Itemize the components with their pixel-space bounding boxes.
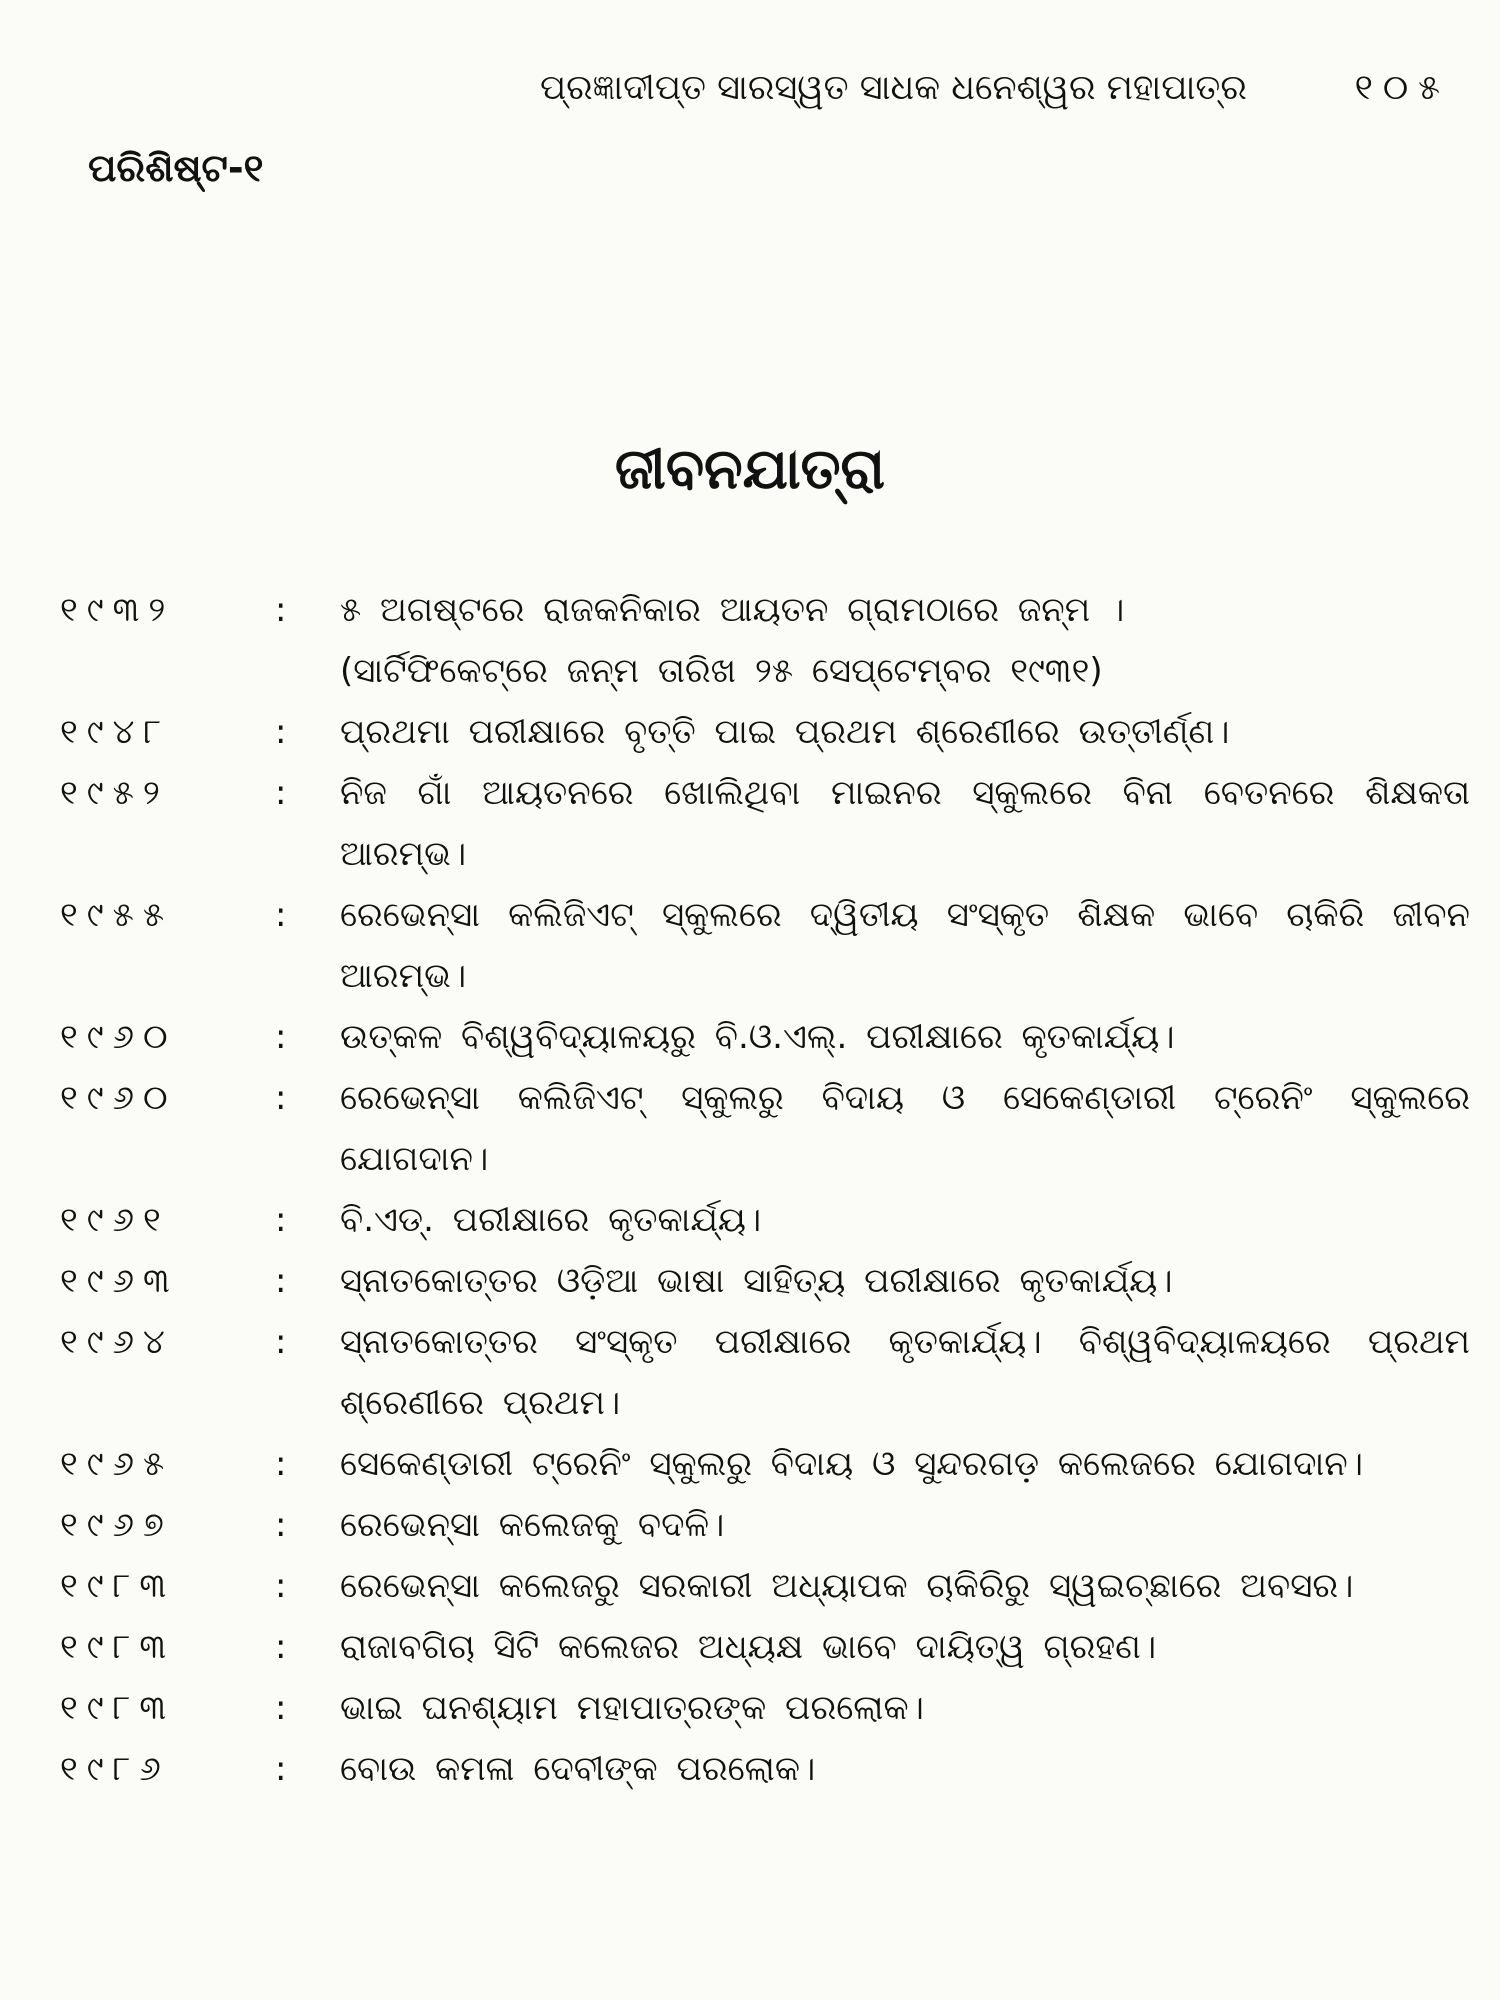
entry-text: ସେକେଣ୍ଡାରୀ ଟ୍ରେନିଂ ସ୍କୁଲରୁ ବିଦାୟ ଓ ସୁନ୍ଦରଗଡ଼ କଲେଜରେ ଯୋଗଦାନ।	[340, 1444, 1363, 1484]
entry-separator: :	[275, 1322, 287, 1362]
running-header	[520, 58, 1450, 118]
timeline-entry	[60, 763, 1470, 885]
timeline-entry	[60, 1495, 1470, 1556]
entry-year: ୧୯୬୩	[60, 1261, 179, 1301]
entry-separator: :	[275, 1078, 287, 1118]
entry-text-note: (ସାର୍ଟିଫିକେଟ୍‌ରେ ଜନ୍ମ ତାରିଖ ୨୫ ସେପ୍ଟେମ୍ବର ୧୯୩୧)	[340, 651, 1103, 691]
entry-text: ରେଭେନ୍ସା କଲେଜରୁ ସରକାରୀ ଅଧ୍ୟାପକ ଚାକିରିରୁ ସ୍ୱଇଚ୍ଛାରେ ଅବସର।	[340, 1566, 1354, 1606]
entry-separator: :	[275, 1017, 287, 1057]
entry-separator: :	[275, 1505, 287, 1545]
entry-separator: :	[275, 1627, 287, 1667]
entry-year: ୧୯୮୬	[60, 1749, 170, 1789]
entry-year: ୧୯୬୧	[60, 1200, 170, 1240]
entry-year: ୧୯୪୮	[60, 712, 171, 752]
page-number: ୧୦୫	[1354, 68, 1450, 108]
timeline-entry	[60, 1617, 1470, 1678]
entry-text: ରାଜାବଗିଚା ସିଟି କଲେଜର ଅଧ୍ୟକ୍ଷ ଭାବେ ଦାୟିତ୍ୱ ଗ୍ରହଣ।	[340, 1627, 1157, 1667]
entry-separator: :	[275, 1261, 287, 1301]
entry-year: ୧୯୬୭	[60, 1505, 173, 1545]
entry-separator: :	[275, 1444, 287, 1484]
timeline-entry	[60, 1739, 1470, 1800]
entry-separator: :	[275, 773, 287, 813]
entry-text: ସ୍ନାତକୋତ୍ତର ଓଡ଼ିଆ ଭାଷା ସାହିତ୍ୟ ପରୀକ୍ଷାରେ କୃତକାର୍ଯ୍ୟ।	[340, 1261, 1173, 1301]
timeline	[60, 580, 1470, 1800]
entry-text: ଉତ୍କଳ ବିଶ୍ୱବିଦ୍ୟାଳୟରୁ ବି.ଓ.ଏଲ୍. ପରୀକ୍ଷାରେ କୃତକାର୍ଯ୍ୟ।	[340, 1017, 1175, 1057]
entry-text: ରେଭେନ୍ସା କଲିଜିଏଟ୍ ସ୍କୁଲରୁ ବିଦାୟ ଓ ସେକେଣ୍ଡାରୀ ଟ୍ରେନିଂ ସ୍କୁଲରେ ଯୋଗଦାନ।	[340, 1078, 1470, 1179]
timeline-entry	[60, 1007, 1470, 1068]
entry-year: ୧୯୫୨	[60, 773, 169, 813]
entry-text: ସ୍ନାତକୋତ୍ତର ସଂସ୍କୃତ ପରୀକ୍ଷାରେ କୃତକାର୍ଯ୍ୟ। ବିଶ୍ୱବିଦ୍ୟାଳୟରେ ପ୍ରଥମ ଶ୍ରେଣୀରେ ପ୍ରଥମ।	[340, 1322, 1470, 1423]
entry-separator: :	[275, 590, 287, 630]
entry-separator: :	[275, 1688, 287, 1728]
entry-separator: :	[275, 1566, 287, 1606]
entry-text: ନିଜ ଗାଁ ଆୟତନରେ ଖୋଲିଥିବା ମାଇନର ସ୍କୁଲରେ ବିନା ବେତନରେ ଶିକ୍ଷକତା ଆରମ୍ଭ।	[340, 773, 1470, 874]
timeline-entry	[60, 1190, 1470, 1251]
running-title: ପ୍ରଜ୍ଞାଦୀପ୍ତ ସାରସ୍ୱତ ସାଧକ ଧନେଶ୍ୱର ମହାପାତ୍ର	[540, 68, 1247, 108]
entry-text-line: ୫ ଅଗଷ୍ଟରେ ରାଜକନିକାର ଆୟତନ ଗ୍ରାମଠାରେ ଜନ୍ମ ।	[340, 590, 1125, 630]
entry-year: ୧୯୩୨	[60, 590, 175, 630]
entry-year: ୧୯୮୩	[60, 1688, 176, 1728]
timeline-entry	[60, 702, 1470, 763]
entry-separator: :	[275, 712, 287, 752]
entry-year: ୧୯୬୫	[60, 1444, 174, 1484]
entry-year: ୧୯୬୪	[60, 1322, 174, 1362]
entry-separator: :	[275, 895, 287, 935]
entry-text: ଭାଇ ଘନଶ୍ୟାମ ମହାପାତ୍ରଙ୍କ ପରଲୋକ।	[340, 1688, 924, 1728]
entry-year: ୧୯୮୩	[60, 1566, 176, 1606]
entry-year: ୧୯୬୦	[60, 1078, 177, 1118]
section-title: ଜୀବନଯାତ୍ରା	[614, 437, 886, 502]
timeline-entry	[60, 1556, 1470, 1617]
entry-year: ୧୯୮୩	[60, 1627, 176, 1667]
timeline-entry	[60, 885, 1470, 1007]
timeline-entry	[60, 1312, 1470, 1434]
timeline-entry	[60, 1068, 1470, 1190]
entry-text: ବି.ଏଡ୍. ପରୀକ୍ଷାରେ କୃତକାର୍ଯ୍ୟ।	[340, 1200, 762, 1240]
entry-year: ୧୯୫୫	[60, 895, 174, 935]
entry-text	[340, 580, 1470, 702]
timeline-entry	[60, 580, 1470, 702]
timeline-entry	[60, 1678, 1470, 1739]
entry-text: ପ୍ରଥମା ପରୀକ୍ଷାରେ ବୃତ୍ତି ପାଇ ପ୍ରଥମ ଶ୍ରେଣୀରେ ଉତ୍ତୀର୍ଣ୍ଣ।	[340, 712, 1230, 752]
timeline-entry	[60, 1251, 1470, 1312]
entry-separator: :	[275, 1749, 287, 1789]
entry-separator: :	[275, 1200, 287, 1240]
entry-text: ବୋଉ କମଳା ଦେବୀଙ୍କ ପରଲୋକ।	[340, 1749, 816, 1789]
entry-text: ରେଭେନ୍ସା କଲିଜିଏଟ୍ ସ୍କୁଲରେ ଦ୍ୱିତୀୟ ସଂସ୍କୃତ ଶିକ୍ଷକ ଭାବେ ଚାକିରି ଜୀବନ ଆରମ୍ଭ।	[340, 895, 1470, 996]
entry-text: ରେଭେନ୍ସା କଲେଜକୁ ବଦଳି।	[340, 1505, 725, 1545]
timeline-entry	[60, 1434, 1470, 1495]
entry-year: ୧୯୬୦	[60, 1017, 177, 1057]
appendix-label: ପରିଶିଷ୍ଟ-୧	[88, 146, 264, 190]
